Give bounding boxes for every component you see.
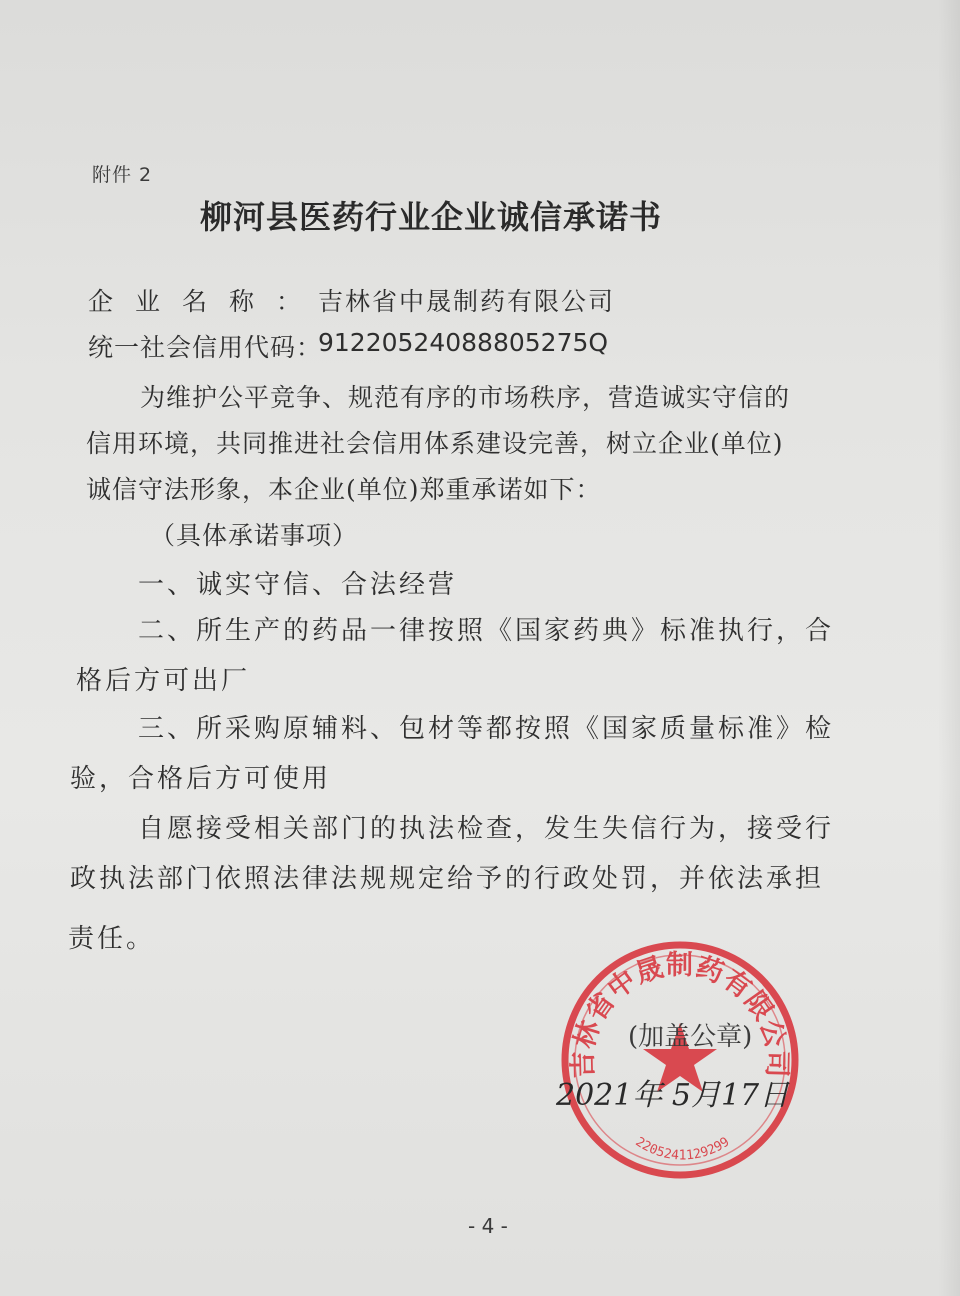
- intro-line-1: 为维护公平竞争、规范有序的市场秩序，营造诚实守信的: [140, 383, 791, 412]
- seal-arc-text: 吉林省中晟制药有限公司: [567, 950, 793, 1079]
- commitment-heading: （具体承诺事项）: [150, 521, 359, 550]
- seal-note: (加盖公章): [628, 1022, 753, 1052]
- commitment-item-2-line-2: 格后方可出厂: [76, 666, 251, 696]
- acceptance-line-1: 自愿接受相关部门的执法检查，发生失信行为，接受行: [138, 814, 835, 844]
- company-seal-stamp: [555, 935, 805, 1185]
- commitment-item-3-line-1: 三、所采购原辅料、包材等都按照《国家质量标准》检: [138, 714, 835, 744]
- intro-line-3: 诚信守法形象，本企业(单位)郑重承诺如下：: [86, 475, 602, 504]
- commitment-item-1: 一、诚实守信、合法经营: [138, 570, 458, 600]
- attachment-label: 附件 2: [92, 164, 153, 186]
- page-number: - 4 -: [468, 1214, 508, 1238]
- intro-line-2: 信用环境，共同推进社会信用体系建设完善，树立企业(单位): [86, 429, 784, 458]
- page-shadow-edge: [938, 0, 960, 1296]
- credit-code-label: 统一社会信用代码：: [88, 333, 323, 362]
- acceptance-line-2: 政执法部门依照法律法规规定给予的行政处罚，并依法承担: [70, 864, 825, 894]
- company-name-value: 吉林省中晟制药有限公司: [318, 287, 616, 316]
- signature-date: 2021年 5月17日: [556, 1078, 790, 1113]
- document-title: 柳河县医药行业企业诚信承诺书: [200, 198, 663, 236]
- seal-number: 2205241129299: [632, 1134, 733, 1164]
- commitment-item-3-line-2: 验，合格后方可使用: [70, 764, 332, 794]
- commitment-item-2-line-1: 二、所生产的药品一律按照《国家药典》标准执行，合: [138, 616, 835, 646]
- credit-code-value: 91220524088805275Q: [318, 328, 609, 357]
- acceptance-line-3: 责任。: [68, 924, 156, 954]
- company-name-label: 企业名称：: [88, 287, 324, 316]
